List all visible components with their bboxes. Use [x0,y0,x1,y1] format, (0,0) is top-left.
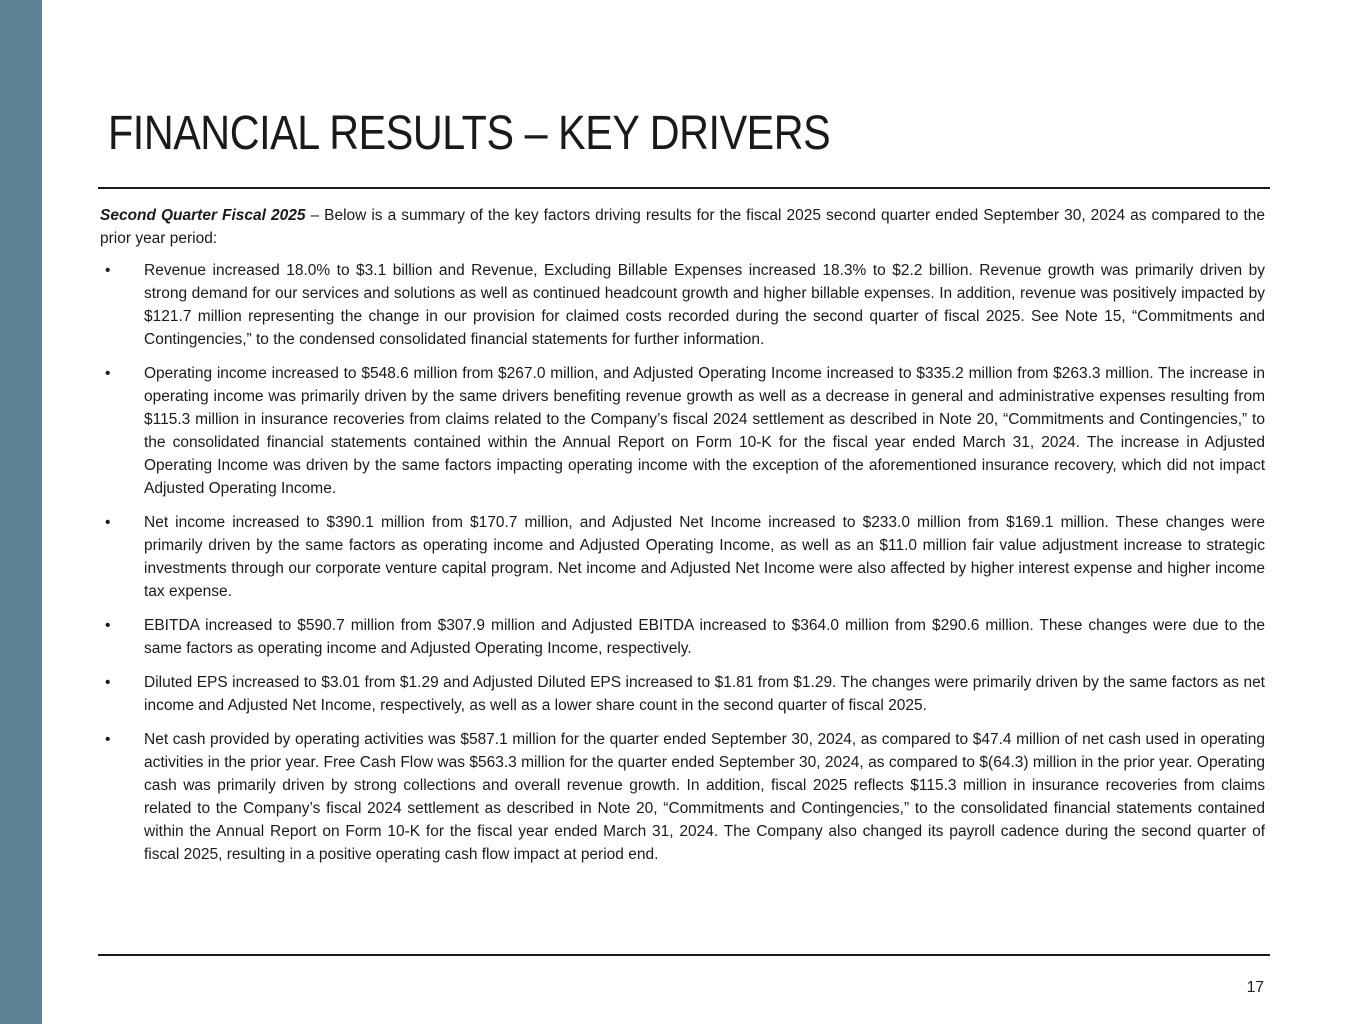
bullet-operating-cash [100,728,1265,866]
intro-lead: Second Quarter Fiscal 2025 [100,207,306,224]
bullet-text: Diluted EPS increased to $3.01 from $1.29 and Adjusted Diluted EPS increased to $1.81 from $1.29. The changes were primarily driven by the same factors as net income and Adjusted Net Income, respectively, as well as a lower share count in the second quarter of fiscal 2025. [144,674,1265,714]
page-title: FINANCIAL RESULTS – KEY DRIVERS [108,107,831,160]
top-divider [98,187,1270,189]
bullet-revenue [100,259,1265,351]
bullet-text: Net cash provided by operating activities was $587.1 million for the quarter ended September 30, 2024, as compared to $47.4 million of net cash used in operating activities in the prior year. Free Cash Flow was $563.3 million for the quarter ended September 30, 2024, as compared to $(64.3) million in the prior year. Operating cash was primarily driven by strong collections and overall revenue growth. In addition, fiscal 2025 reflects $115.3 million in insurance recoveries from claims related to the Company’s fiscal 2024 settlement as described in Note 20, “Commitments and Contingencies,” to the consolidated financial statements contained within the Annual Report on Form 10-K for the fiscal year ended March 31, 2024. The Company also changed its payroll cadence during the second quarter of fiscal 2025, resulting in a positive operating cash flow impact at period end. [144,731,1265,863]
bullet-icon: • [105,674,111,691]
bullet-operating-income [100,362,1265,500]
bullet-net-income [100,511,1265,603]
bullet-text: Net income increased to $390.1 million from $170.7 million, and Adjusted Net Income increased to $233.0 million from $169.1 million. These changes were primarily driven by the same factors as operating income and Adjusted Operating Income, as well as an $11.0 million fair value adjustment increase to strategic investments through our corporate venture capital program. Net income and Adjusted Net Income were also affected by higher interest expense and higher income tax expense. [144,514,1265,600]
bullet-text: EBITDA increased to $590.7 million from $307.9 million and Adjusted EBITDA increased to $364.0 million from $290.6 million. These changes were due to the same factors as operating income and Adjusted Operating Income, respectively. [144,617,1265,657]
bullet-diluted-eps [100,671,1265,717]
page-number: 17 [1246,979,1264,996]
intro-text: – Below is a summary of the key factors driving results for the fiscal 2025 second quarter ended September 30, 2024 as compared to the prior year period: [100,207,1265,247]
bullet-icon: • [105,262,111,279]
bullet-ebitda [100,614,1265,660]
bullet-text: Revenue increased 18.0% to $3.1 billion and Revenue, Excluding Billable Expenses increased 18.3% to $2.2 billion. Revenue growth was primarily driven by strong demand for our services and solutions as well as continued headcount growth and higher billable expenses. In addition, revenue was positively impacted by $121.7 million representing the change in our provision for claimed costs recorded during the second quarter of fiscal 2025. See Note 15, “Commitments and Contingencies,” to the condensed consolidated financial statements for further information. [144,262,1265,348]
driver-bullet-list [100,259,1265,866]
bottom-divider [98,954,1270,956]
accent-side-bar [0,0,42,1024]
key-drivers-body [100,204,1265,877]
intro-paragraph [100,204,1265,250]
bullet-icon: • [105,617,111,634]
bullet-icon: • [105,365,111,382]
bullet-icon: • [105,731,111,748]
bullet-text: Operating income increased to $548.6 million from $267.0 million, and Adjusted Operating Income increased to $335.2 million from $263.3 million. The increase in operating income was primarily driven by the same drivers benefiting revenue growth as well as a decrease in general and administrative expenses resulting from $115.3 million in insurance recoveries from claims related to the Company’s fiscal 2024 settlement as described in Note 20, “Commitments and Contingencies,” to the consolidated financial statements contained within the Annual Report on Form 10-K for the fiscal year ended March 31, 2024. The increase in Adjusted Operating Income was driven by the same factors impacting operating income with the exception of the aforementioned insurance recovery, which did not impact Adjusted Operating Income. [144,365,1265,497]
bullet-icon: • [105,514,111,531]
